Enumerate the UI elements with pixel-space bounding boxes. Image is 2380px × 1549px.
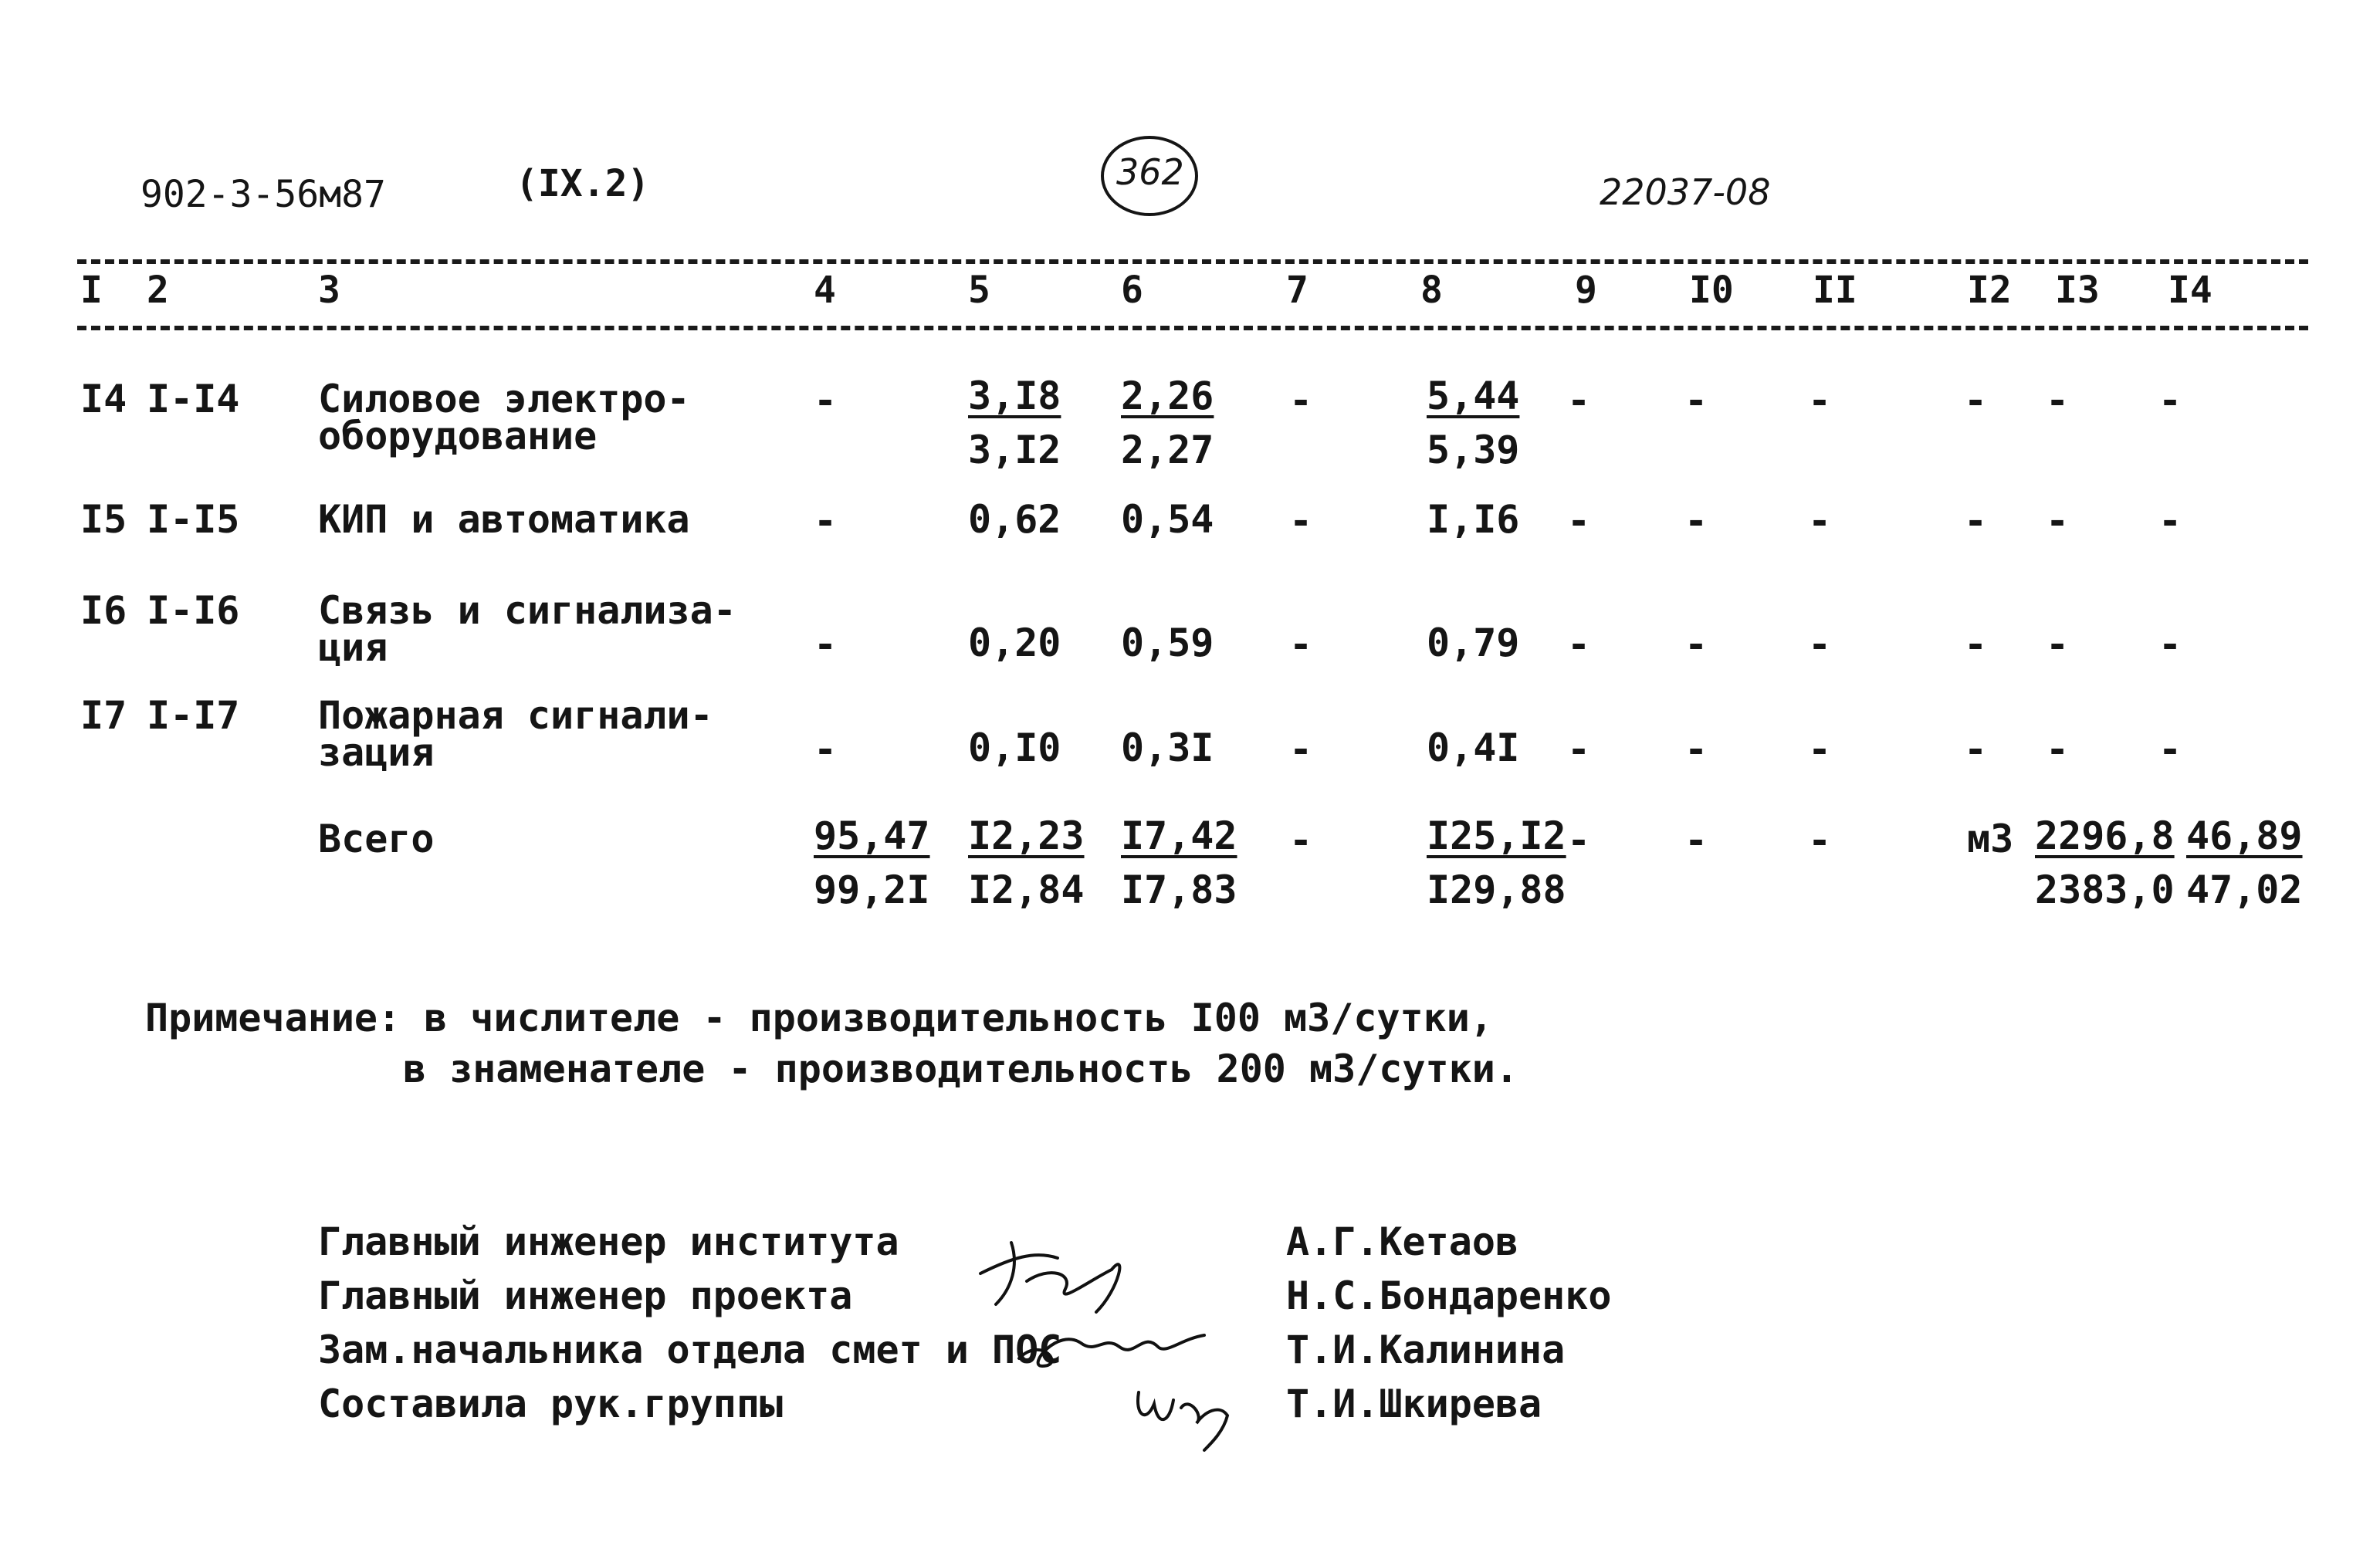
column-header: 8 <box>1420 269 1443 312</box>
signatory-name: А.Г.Кетаов <box>1286 1219 1519 1264</box>
row-code: I-I5 <box>147 497 240 542</box>
note-line-1: Примечание: в числителе - производительность I00 м3/сутки, <box>145 996 1493 1040</box>
cell-c7: - <box>1289 499 1313 543</box>
total-c6-numerator: I7,42 <box>1121 813 1237 858</box>
cell-c11: - <box>1808 622 1832 667</box>
column-header: II <box>1813 269 1857 312</box>
row-code: I-I6 <box>147 588 240 633</box>
column-header: 4 <box>814 269 836 312</box>
cell-c11: - <box>1808 499 1832 543</box>
cell-c10: - <box>1684 499 1708 543</box>
cell-c8-denominator: 5,39 <box>1427 428 1520 472</box>
column-header: 9 <box>1575 269 1597 312</box>
cell-c12: - <box>1964 622 1988 667</box>
cell-c10: - <box>1684 622 1708 667</box>
cell-c4: - <box>814 378 838 423</box>
cell-c9: - <box>1567 727 1591 772</box>
row-number: I4 <box>80 377 127 421</box>
total-c4-numerator: 95,47 <box>814 813 930 858</box>
document-code: 902-3-56м87 <box>140 173 386 216</box>
column-header: I0 <box>1689 269 1734 312</box>
row-name: Связь и сигнализа- <box>318 588 736 633</box>
cell-c5-denominator: 3,I2 <box>968 428 1061 472</box>
cell-c8: I,I6 <box>1427 497 1520 542</box>
cell-c6: 0,54 <box>1121 497 1214 542</box>
cell-c14: - <box>2158 499 2182 543</box>
cell-c12: - <box>1964 499 1988 543</box>
total-c14-denominator: 47,02 <box>2186 868 2303 912</box>
cell-c11: - <box>1808 727 1832 772</box>
cell-c6: 0,3I <box>1121 725 1214 770</box>
cell-c5: 0,62 <box>968 497 1061 542</box>
cell-c7: - <box>1289 622 1313 667</box>
cell-c7: - <box>1289 378 1313 423</box>
column-header: 3 <box>318 269 340 312</box>
section-code: (IX.2) <box>516 162 650 205</box>
cell-c11: - <box>1808 378 1832 423</box>
column-header: I3 <box>2055 269 2100 312</box>
cell-c6-denominator: 2,27 <box>1121 428 1214 472</box>
cell-c6-numerator: 2,26 <box>1121 374 1214 418</box>
row-number: I5 <box>80 497 127 542</box>
cell-c4: - <box>814 499 838 543</box>
note-line-2: в знаменателе - производительность 200 м3/сутки. <box>403 1047 1518 1091</box>
total-c13-numerator: 2296,8 <box>2035 813 2175 858</box>
row-name: Пожарная сигнали- <box>318 693 713 738</box>
cell-c13: - <box>2046 622 2070 667</box>
page-number: 362 <box>1116 151 1184 193</box>
total-c5-numerator: I2,23 <box>968 813 1085 858</box>
table-header-rule <box>77 326 2308 330</box>
column-header: 6 <box>1121 269 1143 312</box>
cell-c9: - <box>1567 378 1591 423</box>
row-number: I6 <box>80 588 127 633</box>
cell-c5: 0,I0 <box>968 725 1061 770</box>
row-name: КИП и автоматика <box>318 497 690 542</box>
total-c13-denominator: 2383,0 <box>2035 868 2175 912</box>
cell-c12: - <box>1964 378 1988 423</box>
cell-c4: - <box>814 727 838 772</box>
column-header: I4 <box>2168 269 2212 312</box>
signatory-role: Главный инженер проекта <box>318 1273 853 1318</box>
handwritten-signature <box>965 1227 1150 1320</box>
total-c8-denominator: I29,88 <box>1427 868 1566 912</box>
total-c8-numerator: I25,I2 <box>1427 813 1566 858</box>
cell-c9: - <box>1567 499 1591 543</box>
total-c12-unit: м3 <box>1967 817 2014 861</box>
signatory-role: Главный инженер института <box>318 1219 899 1264</box>
cell-c8: 0,79 <box>1427 621 1520 665</box>
column-header: 7 <box>1286 269 1308 312</box>
row-code: I-I7 <box>147 693 240 738</box>
total-c11: - <box>1808 818 1832 863</box>
total-c9: - <box>1567 818 1591 863</box>
cell-c8: 0,4I <box>1427 725 1520 770</box>
column-header: I <box>80 269 103 312</box>
cell-c14: - <box>2158 622 2182 667</box>
cell-c7: - <box>1289 727 1313 772</box>
cell-c13: - <box>2046 727 2070 772</box>
total-c7: - <box>1289 818 1313 863</box>
handwritten-signature <box>1011 1312 1212 1374</box>
cell-c5: 0,20 <box>968 621 1061 665</box>
row-name-cont: ция <box>318 625 388 670</box>
cell-c4: - <box>814 622 838 667</box>
row-code: I-I4 <box>147 377 240 421</box>
signatory-role: Составила рук.группы <box>318 1382 784 1426</box>
total-c6-denominator: I7,83 <box>1121 868 1237 912</box>
cell-c13: - <box>2046 499 2070 543</box>
column-header: 2 <box>147 269 169 312</box>
cell-c8-numerator: 5,44 <box>1427 374 1520 418</box>
row-number: I7 <box>80 693 127 738</box>
cell-c10: - <box>1684 378 1708 423</box>
total-label: Всего <box>318 817 435 861</box>
cell-c5-numerator: 3,I8 <box>968 374 1061 418</box>
signatory-name: Н.С.Бондаренко <box>1286 1273 1612 1318</box>
cell-c14: - <box>2158 727 2182 772</box>
signatory-role: Зам.начальника отдела смет и ПОС <box>318 1327 1062 1372</box>
total-c14-numerator: 46,89 <box>2186 813 2303 858</box>
row-name: Силовое электро- <box>318 377 690 421</box>
document-number: 22037-08 <box>1600 171 1771 213</box>
cell-c12: - <box>1964 727 1988 772</box>
column-header: 5 <box>968 269 990 312</box>
row-name-cont: оборудование <box>318 414 598 458</box>
cell-c6: 0,59 <box>1121 621 1214 665</box>
handwritten-signature <box>1127 1369 1243 1454</box>
row-name-cont: зация <box>318 730 435 775</box>
cell-c9: - <box>1567 622 1591 667</box>
total-c4-denominator: 99,2I <box>814 868 930 912</box>
signatory-name: Т.И.Калинина <box>1286 1327 1566 1372</box>
column-header: I2 <box>1967 269 2012 312</box>
total-c5-denominator: I2,84 <box>968 868 1085 912</box>
cell-c13: - <box>2046 378 2070 423</box>
total-c10: - <box>1684 818 1708 863</box>
table-top-rule <box>77 259 2308 264</box>
cell-c14: - <box>2158 378 2182 423</box>
cell-c10: - <box>1684 727 1708 772</box>
signatory-name: Т.И.Шкирева <box>1286 1382 1542 1426</box>
